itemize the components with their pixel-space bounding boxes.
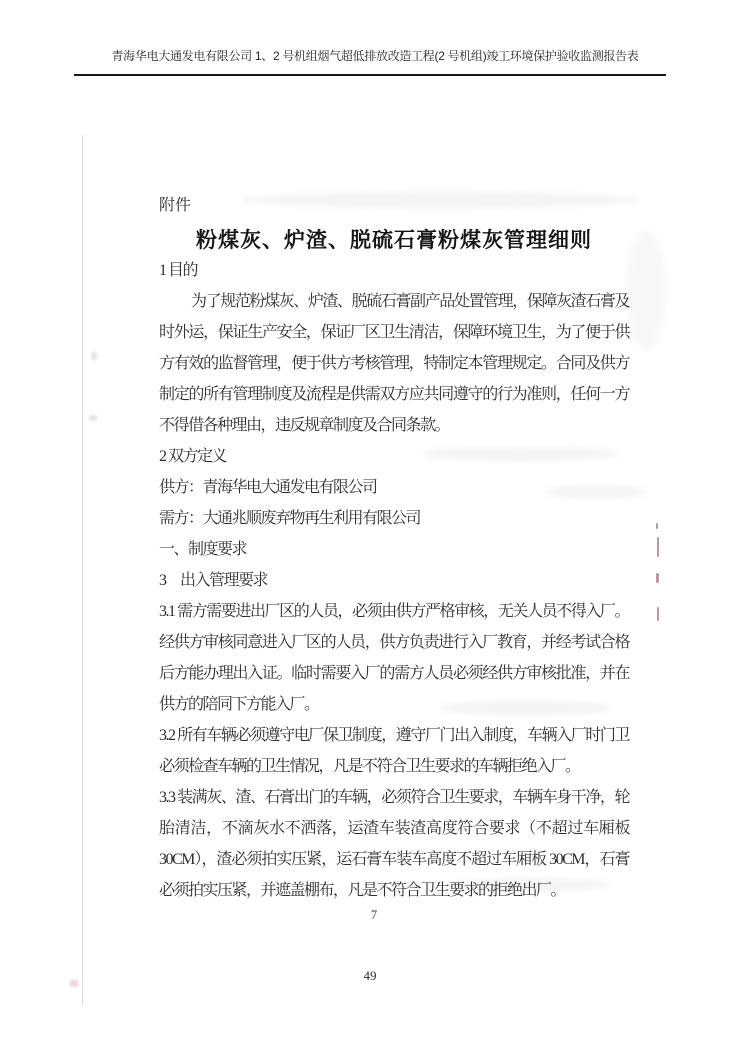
- scan-speck: [91, 352, 97, 360]
- scan-artifact-mark: [656, 523, 658, 529]
- document-title: 粉煤灰、炉渣、脱硫石膏粉煤灰管理细则: [196, 229, 592, 252]
- clause-3-3: 3.3 装满灰、渣、石膏出门的车辆，必须符合卫生要求，车辆车身干净，轮胎清洁，不滴灰水不洒落，运渣车装渣高度符合要求（不超过车厢板30CM），渣必须拍实压紧，运石膏车装车高度不超过车厢板 30CM，石膏必须拍实压紧，并遮盖棚布，凡是不符合卫生要求的拒绝出厂。: [159, 789, 629, 899]
- header-divider: [74, 74, 666, 76]
- footer-page-number: 49: [363, 968, 377, 983]
- section-3-heading: 3 出入管理要求: [159, 572, 268, 589]
- scan-artifact-mark: [657, 537, 659, 557]
- scan-speck: [89, 415, 97, 421]
- section-1-heading: 1 目的: [159, 262, 198, 279]
- scan-artifact-mark: [656, 573, 659, 583]
- scan-artifact-mark: [657, 607, 659, 621]
- section-1-body: 为了规范粉煤灰、炉渣、脱硫石膏副产品处置管理，保障灰渣石膏及时外运，保证生产安全，保证厂区卫生清洁，保障环境卫生，为了便于供方有效的监督管理，便于供方考核管理，特制定本管理规定。合同及供方制定的所有管理制度及流程是供需双方应共同遵守的行为准则，任何一方不得借各种理由，违反规章制度及合同条款。: [159, 293, 629, 434]
- scanned-attachment-page: [82, 135, 684, 1005]
- system-requirements-heading: 一、制度要求: [159, 541, 247, 558]
- section-2-heading: 2 双方定义: [159, 448, 227, 465]
- attachment-content: [159, 195, 629, 923]
- clause-3-1: 3.1 需方需要进出厂区的人员，必须由供方严格审核，无关人员不得入厂。经供方审核同意进入厂区的人员，供方负责进行入厂教育，并经考试合格后方能办理出入证。临时需要入厂的需方人员必须经供方审核批准，并在供方的陪同下方能入厂。: [159, 603, 629, 713]
- scan-page-number: 7: [370, 908, 378, 922]
- clause-3-2: 3.2 所有车辆必须遵守电厂保卫制度，遵守厂门出入制度，车辆入厂时门卫必须检查车辆的卫生情况，凡是不符合卫生要求的车辆拒绝入厂。: [159, 727, 629, 775]
- report-header-title: 青海华电大通发电有限公司 1、2 号机组烟气超低排放改造工程(2 号机组)竣工环境保护验收监测报告表: [111, 49, 639, 63]
- attachment-label: 附件: [159, 197, 192, 214]
- scan-smudge: [626, 230, 666, 350]
- supplier-line: 供方：青海华电大通发电有限公司: [159, 479, 377, 496]
- demander-line: 需方：大通兆顺废弃物再生利用有限公司: [159, 510, 421, 527]
